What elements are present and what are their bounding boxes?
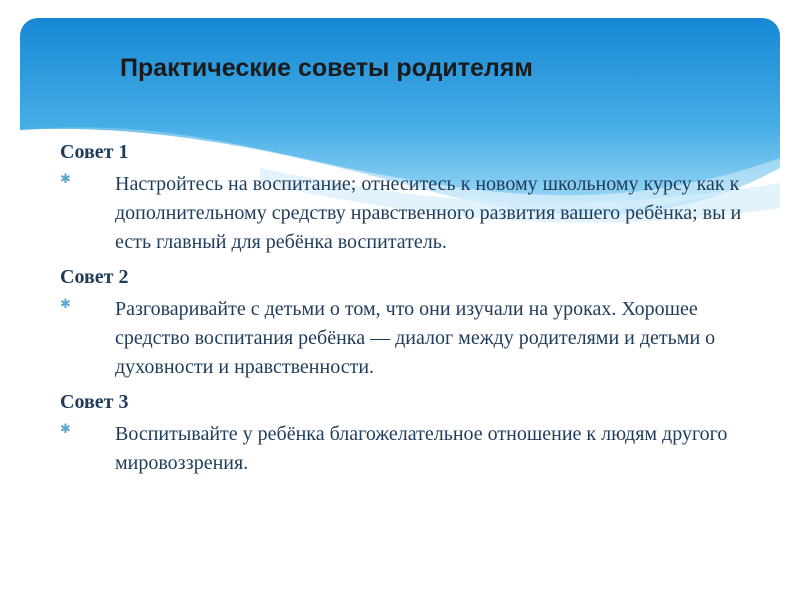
tip-block — [60, 263, 760, 382]
tip-text: Воспитывайте у ребёнка благожелательное отношение к людям другого мировоззрения. — [115, 423, 728, 474]
tip-heading: Совет 3 — [60, 391, 129, 413]
asterisk-bullet-icon: ✱ — [60, 297, 71, 312]
asterisk-bullet-icon: ✱ — [60, 172, 71, 187]
tip-text: Настройтесь на воспитание; отнеситесь к новому школьному курсу как к дополнительному средству нравственного развития вашего ребёнка; вы и есть главный для ребёнка воспитатель. — [115, 173, 742, 253]
asterisk-bullet-icon: ✱ — [60, 422, 71, 437]
slide — [20, 18, 780, 584]
tip-text: Разговаривайте с детьми о том, что они изучали на уроках. Хорошее средство воспитания ребёнка — диалог между родителями и детьми о духовности и нравственности. — [115, 298, 716, 378]
tip-heading: Совет 2 — [60, 266, 129, 288]
tip-bullet — [60, 170, 760, 257]
tip-bullet — [60, 295, 760, 382]
tip-bullet — [60, 420, 760, 478]
tip-block — [60, 138, 760, 257]
tip-heading: Совет 1 — [60, 141, 129, 163]
slide-title: Практические советы родителям — [120, 54, 533, 82]
tip-block — [60, 388, 760, 478]
tips-list — [60, 132, 760, 478]
